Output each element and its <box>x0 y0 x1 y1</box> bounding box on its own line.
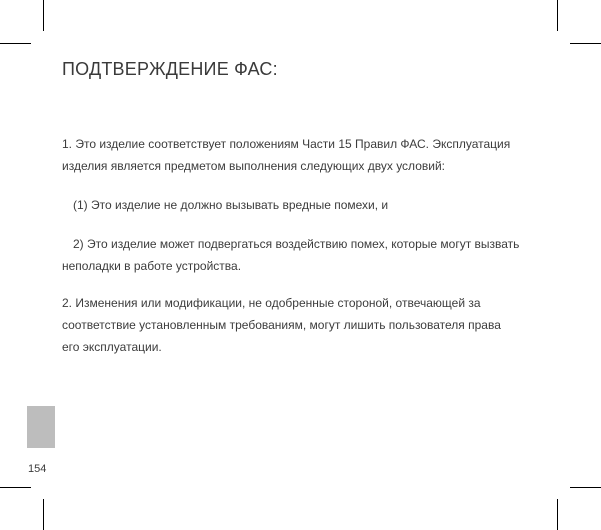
paragraph-line: неполадки в работе устройства. <box>62 259 242 273</box>
page-number: 154 <box>28 463 47 475</box>
crop-mark-bottom-left-vertical <box>43 499 44 530</box>
crop-mark-top-right-vertical <box>557 0 558 31</box>
crop-mark-bottom-right-vertical <box>557 499 558 530</box>
crop-mark-top-right-horizontal <box>570 43 601 44</box>
crop-mark-top-left-vertical <box>43 0 44 31</box>
paragraph-line: 1. Это изделие соответствует положениям Части 15 Правил ФАС. Эксплуатация <box>62 137 511 151</box>
paragraph-line: 2) Это изделие может подвергаться воздействию помех, которые могут вызвать <box>73 237 520 251</box>
paragraph-2 <box>62 292 501 358</box>
paragraph-line: (1) Это изделие не должно вызывать вредные помехи, и <box>73 198 389 212</box>
paragraph-line: 2. Изменения или модификации, не одобренные стороной, отвечающей за <box>62 296 481 310</box>
paragraph-line: его эксплуатации. <box>62 340 162 354</box>
paragraph-1 <box>62 133 510 177</box>
condition-2 <box>62 233 519 277</box>
crop-mark-bottom-left-horizontal <box>0 487 31 488</box>
side-tab-marker <box>27 406 55 448</box>
crop-mark-top-left-horizontal <box>0 43 31 44</box>
paragraph-line: соответствие установленным требованиям, могут лишить пользователя права <box>62 318 501 332</box>
page-title: ПОДТВЕРЖДЕНИЕ ФАС: <box>62 59 278 79</box>
paragraph-line: изделия является предметом выполнения следующих двух условий: <box>62 159 445 173</box>
condition-1 <box>62 194 388 216</box>
crop-mark-bottom-right-horizontal <box>570 487 601 488</box>
